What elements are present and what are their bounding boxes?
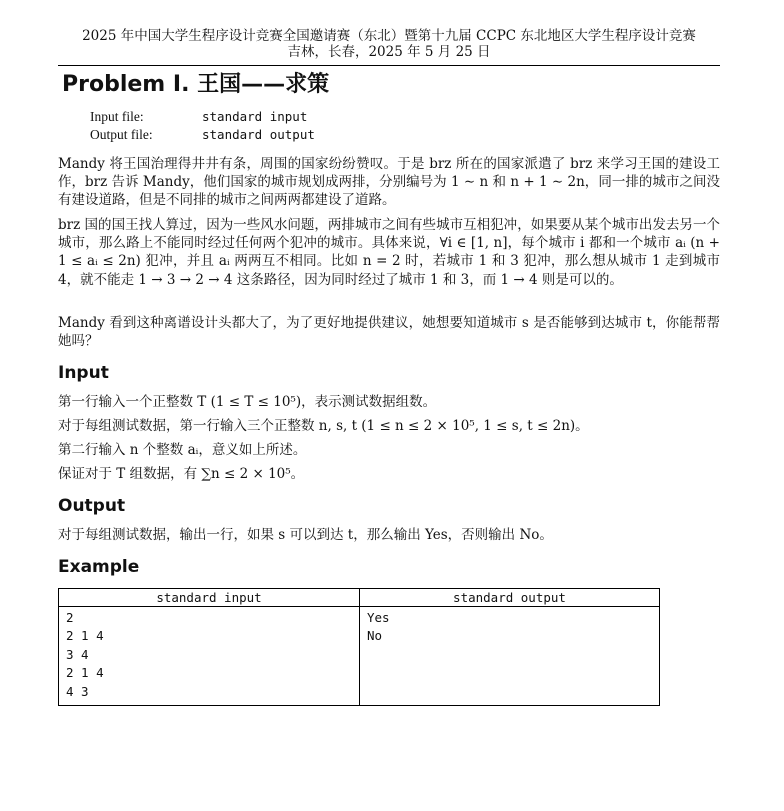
- input-line-1: 第一行输入一个正整数 T (1 ≤ T ≤ 10⁵)，表示测试数据组数。: [58, 394, 437, 410]
- input-line-3: 第二行输入 n 个整数 aᵢ，意义如上所述。: [58, 442, 307, 458]
- statement-paragraph-1: Mandy 将王国治理得井井有条，周围的国家纷纷赞叹。于是 brz 所在的国家派遣了 brz 来学习王国的建设工作，brz 告诉 Mandy，他们国家的城市规划成两排，分别编号为 1 ∼ n 和 n + 1 ∼ 2n，同一排的城市之间没有建设道路，但是不同排的城市之间两两都建设了道路。: [58, 156, 720, 209]
- example-table: [58, 588, 660, 706]
- output-line-1: 对于每组测试数据，输出一行，如果 s 可以到达 t，那么输出 Yes，否则输出 No。: [58, 527, 553, 543]
- output-file-value: standard output: [202, 127, 315, 142]
- problem-title: Problem I. 王国——求策: [62, 72, 330, 97]
- input-line-2: 对于每组测试数据，第一行输入三个正整数 n, s, t (1 ≤ n ≤ 2 × 10⁵, 1 ≤ s, t ≤ 2n)。: [58, 418, 589, 434]
- example-output-cell: Yes No: [360, 607, 660, 706]
- file-info: [90, 108, 315, 144]
- example-input-header: standard input: [59, 589, 360, 607]
- contest-name: 2025 年中国大学生程序设计竞赛全国邀请赛（东北）暨第十九届 CCPC 东北地区大学生程序设计竞赛: [82, 28, 696, 44]
- contest-header: [58, 28, 720, 60]
- statement-paragraph-2: brz 国的国王找人算过，因为一些风水问题，两排城市之间有些城市互相犯冲，如果要从某个城市出发去另一个城市，那么路上不能同时经过任何两个犯冲的城市。具体来说，∀i ∈ [1, n]，每个城市 i 都和一个城市 aᵢ (n + 1 ≤ aᵢ ≤ 2n) 犯冲，并且 aᵢ 两两互不相同。比如 n = 2 时，若城市 1 和 3 犯冲，那么想从城市 1 走到城市 4，就不能走 1 → 3 → 2 → 4 这条路径，因为同时经过了城市 1 和 3，而 1 → 4 则是可以的。: [58, 217, 720, 288]
- input-file-label: Input file:: [90, 109, 144, 124]
- output-heading: Output: [58, 496, 126, 516]
- input-file-value: standard input: [202, 109, 308, 124]
- input-heading: Input: [58, 363, 109, 383]
- statement-paragraph-3: Mandy 看到这种离谱设计头都大了，为了更好地提供建议，她想要知道城市 s 是否能够到达城市 t，你能帮帮她吗？: [58, 315, 720, 350]
- input-line-4: 保证对于 T 组数据，有 ∑n ≤ 2 × 10⁵。: [58, 466, 305, 482]
- example-heading: Example: [58, 557, 140, 577]
- example-output-header: standard output: [360, 589, 660, 607]
- output-file-label: Output file:: [90, 127, 153, 142]
- example-input-cell: 2 2 1 4 3 4 2 1 4 4 3: [59, 607, 360, 706]
- contest-date-location: 吉林，长春，2025 年 5 月 25 日: [287, 44, 491, 60]
- header-divider: [58, 65, 720, 66]
